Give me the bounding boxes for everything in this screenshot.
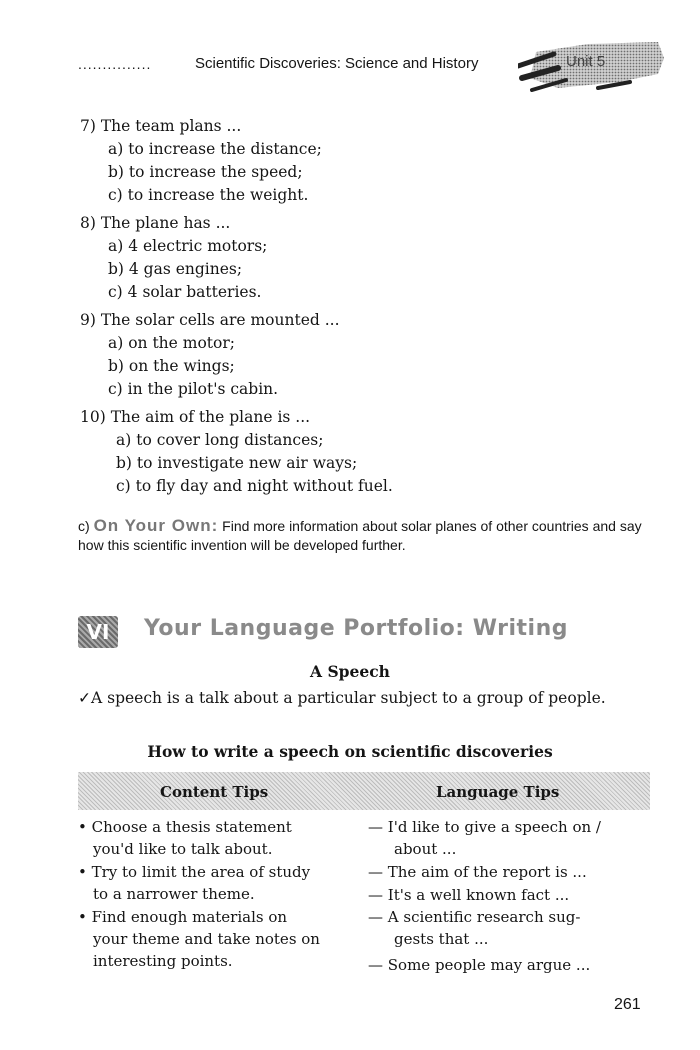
content-tip-line: • Find enough materials on (78, 908, 288, 926)
language-tip-2 (368, 861, 658, 883)
language-tip-line: — The aim of the report is ... (368, 863, 587, 881)
language-tip-line: — Some people may argue ... (368, 956, 591, 974)
speech-title: A Speech (310, 662, 390, 681)
content-tip-line: your theme and take notes on (93, 930, 320, 948)
running-header (78, 44, 668, 104)
content-tip-line: • Choose a thesis statement (78, 818, 292, 836)
content-tip-3 (78, 906, 368, 972)
content-tip-line: to a narrower theme. (93, 885, 255, 903)
content-tips-header: Content Tips (160, 783, 269, 801)
language-tip-3 (368, 884, 658, 906)
language-tip-1 (368, 816, 658, 860)
content-tip-1 (78, 816, 368, 860)
header-title: Scientific Discoveries: Science and History (195, 55, 479, 72)
question-10-option-c: c) to fly day and night without fuel. (116, 477, 393, 495)
language-tip-line: — A scientific research sug- (368, 908, 581, 926)
language-tip-line: about ... (394, 840, 457, 858)
question-9-option-c: c) in the pilot's cabin. (108, 380, 279, 398)
tips-table-header (78, 772, 650, 810)
question-7-option-c: c) to increase the weight. (108, 186, 309, 204)
question-8-option-b: b) 4 gas engines; (108, 260, 243, 278)
content-tip-2 (78, 861, 368, 905)
question-8: 8) The plane has ... (80, 214, 231, 232)
speech-definition-text: A speech is a talk about a particular subject to a group of people. (91, 689, 606, 707)
section-title: Your Language Portfolio: Writing (144, 616, 568, 641)
question-7-option-b: b) to increase the speed; (108, 163, 303, 181)
question-7-option-a: a) to increase the distance; (108, 140, 322, 158)
unit-label: Unit 5 (566, 53, 606, 70)
question-10: 10) The aim of the plane is ... (80, 408, 311, 426)
question-7: 7) The team plans ... (80, 117, 242, 135)
how-to-title: How to write a speech on scientific discoveries (147, 742, 553, 761)
language-tip-4 (368, 906, 658, 950)
content-tip-line: interesting points. (93, 952, 233, 970)
question-8-option-a: a) 4 electric motors; (108, 237, 268, 255)
on-your-own-label: On Your Own: (93, 516, 219, 535)
page-number: 261 (614, 996, 641, 1013)
language-tip-line: — I'd like to give a speech on / (368, 818, 601, 836)
question-10-option-a: a) to cover long distances; (116, 431, 324, 449)
speech-definition (78, 688, 650, 708)
on-your-own-text: Find more information about solar planes of other countries and say how this scientific invention will be developed further. (78, 518, 642, 553)
content-tip-line: • Try to limit the area of study (78, 863, 311, 881)
on-your-own-task (78, 516, 650, 555)
language-tip-line: gests that ... (394, 930, 489, 948)
language-tips-header: Language Tips (436, 783, 560, 801)
question-8-option-c: c) 4 solar batteries. (108, 283, 262, 301)
question-9-option-b: b) on the wings; (108, 357, 235, 375)
language-tip-5 (368, 954, 658, 976)
checkmark-icon: ✓ (78, 689, 91, 707)
question-9: 9) The solar cells are mounted ... (80, 311, 340, 329)
on-your-own-prefix: c) (78, 518, 94, 534)
question-9-option-a: a) on the motor; (108, 334, 235, 352)
section-heading (78, 612, 668, 652)
language-tip-line: — It's a well known fact ... (368, 886, 570, 904)
question-10-option-b: b) to investigate new air ways; (116, 454, 358, 472)
section-number-badge: VI (78, 616, 118, 648)
content-tip-line: you'd like to talk about. (93, 840, 273, 858)
header-dots: ............... (78, 56, 152, 72)
